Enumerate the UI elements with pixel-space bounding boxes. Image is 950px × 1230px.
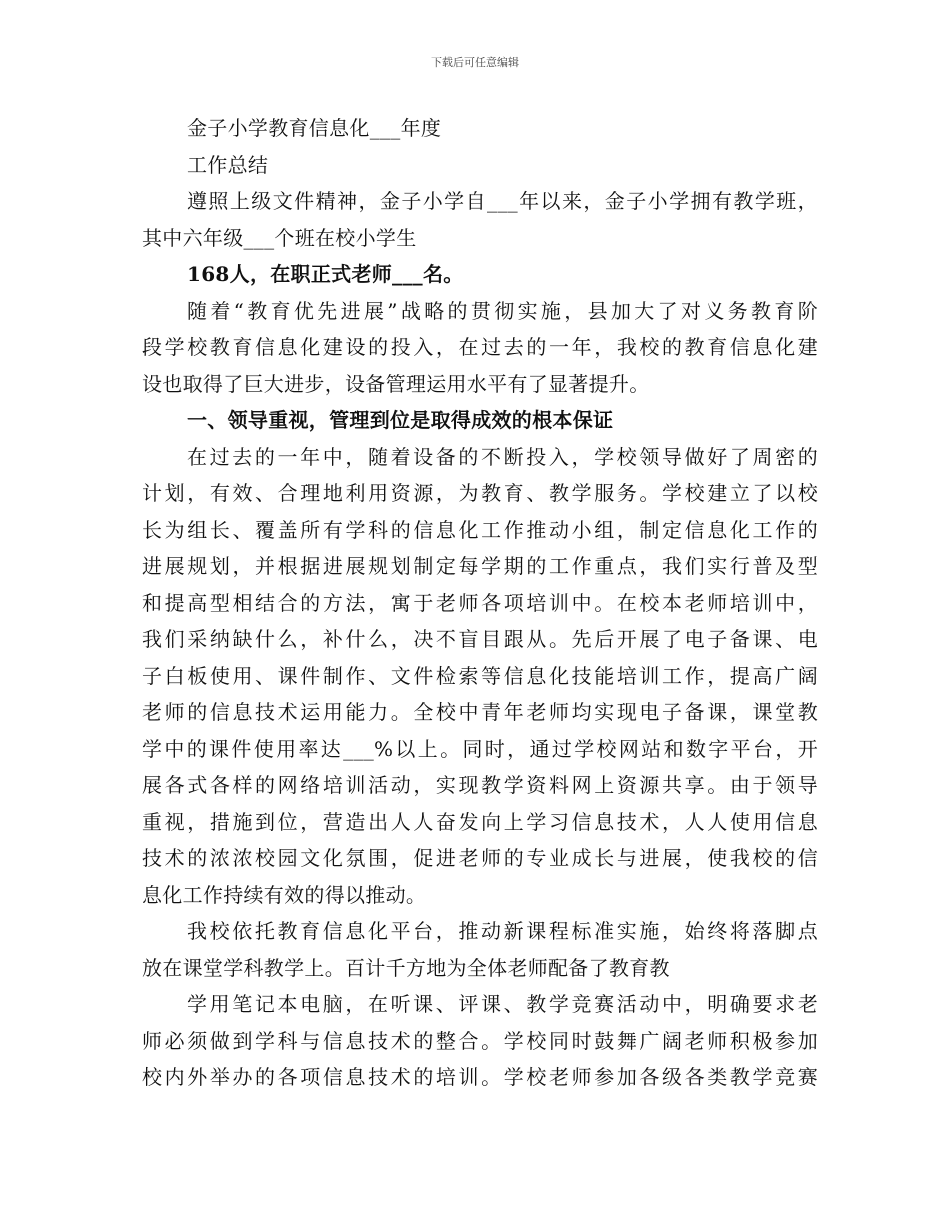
text-line: 段学校教育信息化建设的投入，在过去的一年，我校的教育信息化建	[142, 335, 818, 359]
document-body	[142, 110, 818, 1096]
text-line: 其中六年级___个班在校小学生	[142, 225, 417, 250]
text-line: 长为组长、覆盖所有学科的信息化工作推动小组，制定信息化工作的	[142, 517, 818, 542]
text-line: 展各式各样的网络培训活动，实现教学资料网上资源共享。由于领导	[142, 773, 818, 797]
text-line: 设也取得了巨大进步，设备管理运用水平有了显著提升。	[142, 371, 650, 396]
text-line: 学中的课件使用率达___%以上。同时，通过学校网站和数字平台，开	[142, 736, 818, 761]
text-line: 技术的浓浓校园文化氛围，促进老师的专业成长与进展，使我校的信	[142, 846, 818, 870]
text-line: 老师的信息技术运用能力。全校中青年老师均实现电子备课，课堂教	[142, 700, 818, 724]
text-line: 在过去的一年中，随着设备的不断投入，学校领导做好了周密的	[187, 444, 818, 469]
text-line: 放在课堂学科教学上。百计千方地为全体老师配备了教育教	[142, 955, 670, 980]
text-line: 计划，有效、合理地利用资源，为教育、教学服务。学校建立了以校	[142, 481, 818, 505]
page-header: 下载后可任意编辑	[431, 56, 519, 69]
text-line: 息化工作持续有效的得以推动。	[142, 882, 427, 907]
text-line: 师必须做到学科与信息技术的整合。学校同时鼓舞广阔老师积极参加	[142, 1028, 818, 1053]
heading-line: 168人，在职正式老师___名。	[187, 262, 464, 286]
text-line: 遵照上级文件精神，金子小学自___年以来，金子小学拥有教学班，	[187, 189, 818, 213]
text-line: 我校依托教育信息化平台，推动新课程标准实施，始终将落脚点	[187, 919, 818, 943]
text-line: 进展规划，并根据进展规划制定每学期的工作重点，我们实行普及型	[142, 554, 818, 578]
text-line: 金子小学教育信息化___年度	[187, 116, 442, 140]
text-line: 工作总结	[187, 152, 269, 177]
text-line: 我们采纳缺什么，补什么，决不盲目跟从。先后开展了电子备课、电	[142, 627, 818, 651]
text-line: 子白板使用、课件制作、文件检索等信息化技能培训工作，提高广阔	[142, 663, 818, 688]
text-line: 校内外举办的各项信息技术的培训。学校老师参加各级各类教学竞赛	[142, 1065, 818, 1089]
text-line: 随着“教育优先进展”战略的贯彻实施，县加大了对义务教育阶	[187, 298, 818, 323]
text-line: 和提高型相结合的方法，寓于老师各项培训中。在校本老师培训中，	[142, 590, 818, 615]
text-line: 重视，措施到位，营造出人人奋发向上学习信息技术，人人使用信息	[142, 809, 818, 834]
text-line: 学用笔记本电脑，在听课、评课、教学竞赛活动中，明确要求老	[187, 992, 818, 1016]
heading-line: 一、领导重视，管理到位是取得成效的根本保证	[187, 408, 614, 432]
